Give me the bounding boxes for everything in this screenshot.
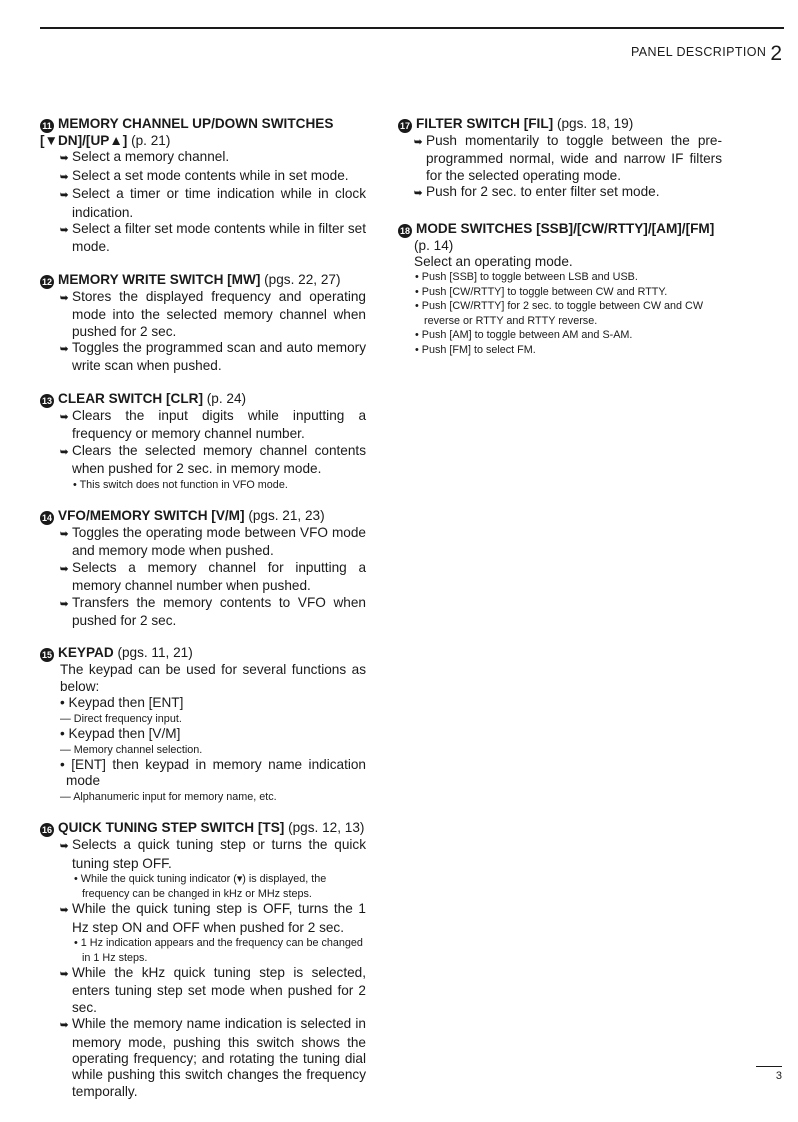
section-heading <box>40 272 366 289</box>
section-title: MODE SWITCHES [SSB]/[CW/RTTY]/[AM]/[FM] <box>416 220 715 236</box>
list-item <box>60 1016 366 1100</box>
list-item <box>60 168 366 186</box>
section-title: MEMORY CHANNEL UP/DOWN SWITCHES <box>58 116 334 131</box>
list-item <box>60 837 366 872</box>
section-body <box>398 133 722 203</box>
page-reference: (p. 21) <box>131 133 171 148</box>
note-text: • Push [CW/RTTY] for 2 sec. to toggle between CW and CW reverse or RTTY and RTTY reverse. <box>415 300 704 327</box>
list-item <box>414 133 722 184</box>
section-memory-write <box>40 272 366 375</box>
item-text: — Direct frequency input. <box>60 712 182 725</box>
arrow-icon: ➥ <box>60 446 69 458</box>
circled-number-icon: 12 <box>41 276 52 287</box>
item-text: Select a memory channel. <box>72 149 230 165</box>
item-text: • [ENT] then keypad in memory name indication mode <box>60 757 366 789</box>
item-text: While the kHz quick tuning step is selected, enters tuning step set mode when pushed for 2 sec. <box>72 965 366 1015</box>
item-text: Toggles the programmed scan and auto memory write scan when pushed. <box>72 340 366 374</box>
section-body <box>40 525 366 629</box>
item-text: Push for 2 sec. to enter filter set mode. <box>426 184 660 200</box>
arrow-icon: ➥ <box>60 905 69 917</box>
item-text: Toggles the operating mode between VFO mode and memory mode when pushed. <box>72 525 366 559</box>
arrow-icon: ➥ <box>60 969 69 980</box>
section-quick-tuning-step <box>40 820 366 1100</box>
item-text: While the memory name indication is selected in memory mode, pushing this switch shows the operating frequency; and rotating the tuning dial while pushing this switch changes the frequency temporally. <box>72 1016 366 1099</box>
arrow-icon: ➥ <box>60 292 69 304</box>
note-text: • Push [CW/RTTY] to toggle between CW and RTTY. <box>415 285 668 298</box>
item-text: Select an operating mode. <box>414 254 573 270</box>
note-text: • Push [FM] to select FM. <box>415 343 536 356</box>
circled-number-icon: 16 <box>41 825 52 836</box>
arrow-icon: ➥ <box>60 225 69 237</box>
section-body <box>40 837 366 1100</box>
section-keypad <box>40 645 366 804</box>
list-item <box>60 965 366 1016</box>
item-text: — Memory channel selection. <box>60 743 203 756</box>
list-item <box>60 408 366 443</box>
right-column <box>398 116 722 373</box>
list-item <box>60 289 366 340</box>
section-body <box>40 149 366 255</box>
list-item <box>60 525 366 560</box>
section-title-cont: [▼DN]/[UP▲] <box>40 133 128 148</box>
page-number: 3 <box>756 1066 782 1082</box>
item-text: Clears the selected memory channel contents when pushed for 2 sec. in memory mode. <box>72 442 366 477</box>
page-reference: (pgs. 11, 21) <box>117 645 193 661</box>
section-heading <box>398 221 722 238</box>
section-body <box>40 289 366 375</box>
note-text: • While the quick tuning indicator (▾) is displayed, the frequency can be changed in kHz or MHz steps. <box>74 873 327 900</box>
note-text: • Push [AM] to toggle between AM and S-AM. <box>415 329 633 342</box>
list-item <box>60 149 366 167</box>
item-text: Transfers the memory contents to VFO when pushed for 2 sec. <box>72 594 366 629</box>
section-heading <box>398 116 722 133</box>
item-text: Push momentarily to toggle between the pre-programmed normal, wide and narrow IF filters for the selected operating mode. <box>426 133 722 183</box>
page-reference: (p. 24) <box>206 390 247 406</box>
item-text: Clears the input digits while inputting a frequency or memory channel number. <box>72 407 366 442</box>
item-text: • Keypad then [ENT] <box>60 695 184 711</box>
arrow-icon: ➥ <box>414 137 423 148</box>
list-item <box>60 595 366 630</box>
arrow-icon: ➥ <box>60 841 69 853</box>
arrow-icon: ➥ <box>60 563 69 575</box>
list-item <box>414 184 722 202</box>
list-item <box>60 186 366 221</box>
circled-number-icon: 17 <box>399 121 410 131</box>
arrow-icon: ➥ <box>60 529 69 540</box>
circled-number-icon: 15 <box>41 650 52 661</box>
item-text: Select a filter set mode contents while in filter set mode. <box>72 221 366 255</box>
arrow-icon: ➥ <box>414 188 423 200</box>
section-body <box>398 238 722 358</box>
note-text: • Push [SSB] to toggle between LSB and USB. <box>415 271 638 284</box>
page-reference: (pgs. 22, 27) <box>264 271 341 287</box>
circled-number-icon: 18 <box>399 225 410 236</box>
circled-number-icon: 14 <box>41 513 52 523</box>
section-title: CLEAR SWITCH [CLR] <box>58 390 203 406</box>
arrow-icon: ➥ <box>60 190 69 202</box>
item-text: While the quick tuning step is OFF, turns the 1 Hz step ON and OFF when pushed for 2 sec. <box>72 901 366 935</box>
section-filter-switch <box>398 116 722 203</box>
section-clear-switch <box>40 391 366 492</box>
section-heading <box>40 116 366 149</box>
arrow-icon: ➥ <box>60 171 69 183</box>
section-mode-switches <box>398 221 722 358</box>
arrow-icon: ➥ <box>60 344 69 356</box>
circled-number-icon: 11 <box>40 119 54 133</box>
note-text: • This switch does not function in VFO mode. <box>73 478 288 491</box>
left-column <box>40 116 366 1116</box>
section-body <box>40 408 366 492</box>
section-heading <box>40 820 366 837</box>
list-item <box>60 560 366 595</box>
list-item <box>60 221 366 256</box>
item-text: Select a timer or time indication while in clock indication. <box>72 186 366 220</box>
top-rule <box>40 27 784 29</box>
section-heading <box>40 391 366 408</box>
list-item <box>60 340 366 375</box>
section-title: FILTER SWITCH [FIL] <box>416 116 554 131</box>
arrow-icon: ➥ <box>60 1020 69 1032</box>
page-reference: (p. 14) <box>414 237 454 253</box>
note-text: • 1 Hz indication appears and the frequency can be changed in 1 Hz steps. <box>74 937 363 964</box>
section-title: QUICK TUNING STEP SWITCH [TS] <box>58 820 285 836</box>
page-reference: (pgs. 21, 23) <box>248 508 325 523</box>
arrow-icon: ➥ <box>60 598 69 610</box>
item-text: Select a set mode contents while in set mode. <box>72 167 349 183</box>
circled-number-icon: 13 <box>41 395 52 406</box>
section-heading <box>40 508 366 525</box>
chapter-number: 2 <box>770 42 782 65</box>
item-text: The keypad can be used for several functions as below: <box>60 662 366 694</box>
item-text: Selects a quick tuning step or turns the quick tuning step OFF. <box>72 837 366 871</box>
arrow-icon: ➥ <box>60 153 69 165</box>
section-vfo-memory <box>40 508 366 629</box>
header-title: PANEL DESCRIPTION <box>631 45 767 59</box>
section-body <box>40 662 366 804</box>
section-heading <box>40 645 366 662</box>
arrow-icon: ➥ <box>60 411 69 423</box>
list-item <box>60 443 366 478</box>
section-memory-channel-up-down <box>40 116 366 256</box>
page-reference: (pgs. 18, 19) <box>556 116 634 131</box>
page-header <box>631 42 782 66</box>
item-text: Selects a memory channel for inputting a memory channel number when pushed. <box>72 559 366 594</box>
section-title: KEYPAD <box>58 645 114 661</box>
list-item <box>60 901 366 936</box>
section-title: MEMORY WRITE SWITCH [MW] <box>58 271 261 287</box>
page-reference: (pgs. 12, 13) <box>288 820 365 836</box>
item-text: Stores the displayed frequency and operating mode into the selected memory channel when pushed for 2 sec. <box>72 288 366 339</box>
item-text: • Keypad then [V/M] <box>60 726 181 742</box>
section-title: VFO/MEMORY SWITCH [V/M] <box>58 508 245 523</box>
item-text: — Alphanumeric input for memory name, etc. <box>60 790 277 803</box>
